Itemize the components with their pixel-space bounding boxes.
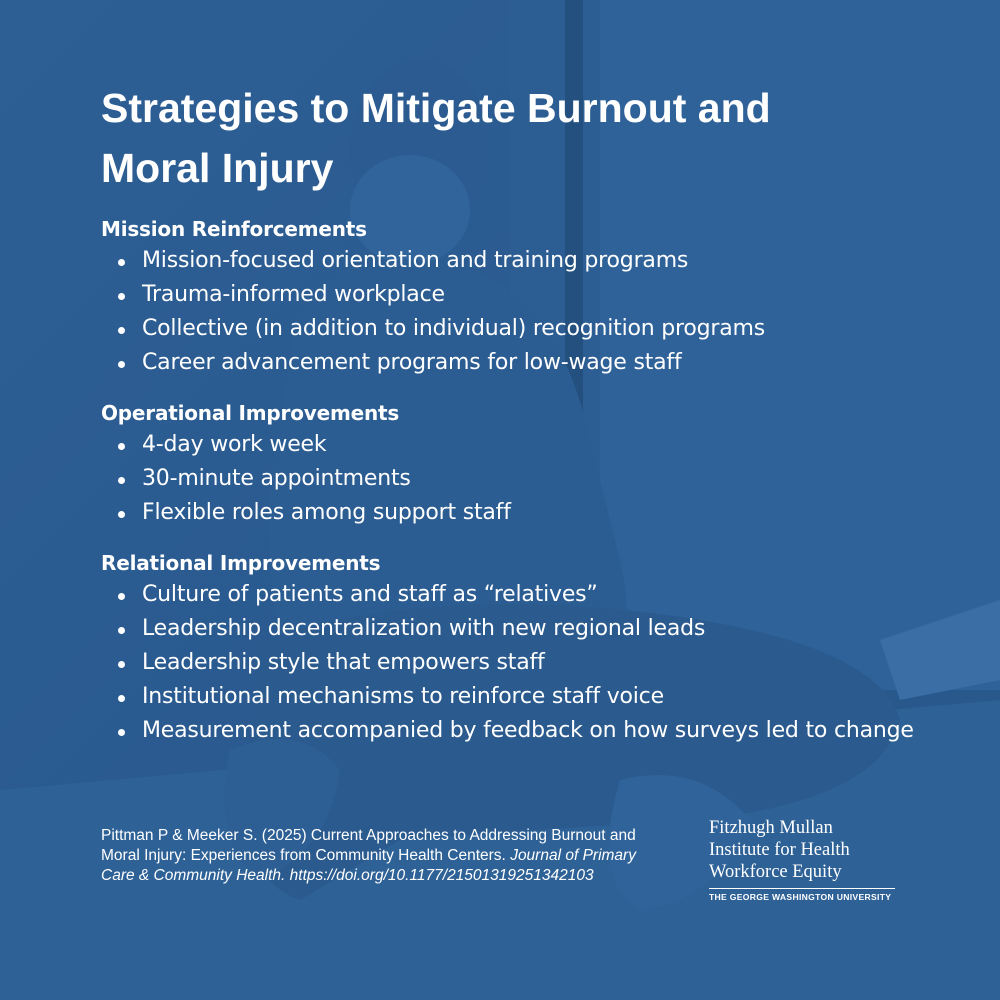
list-item: Leadership decentralization with new regional leads bbox=[101, 612, 921, 646]
list-item: Institutional mechanisms to reinforce staff voice bbox=[101, 680, 921, 714]
list-item: Mission-focused orientation and training programs bbox=[101, 244, 921, 278]
institute-logo bbox=[709, 817, 899, 902]
page-title: Strategies to Mitigate Burnout and Moral Injury bbox=[101, 85, 771, 191]
section-operational bbox=[101, 398, 921, 530]
list-item: Collective (in addition to individual) recognition programs bbox=[101, 312, 921, 346]
list-item: 4-day work week bbox=[101, 428, 921, 462]
bullet-list bbox=[101, 428, 921, 530]
logo-line: Institute for Health bbox=[709, 840, 850, 860]
list-item: 30-minute appointments bbox=[101, 462, 921, 496]
list-item: Measurement accompanied by feedback on how surveys led to change bbox=[101, 714, 921, 748]
bullet-list bbox=[101, 578, 921, 748]
list-item: Flexible roles among support staff bbox=[101, 496, 921, 530]
bullet-list bbox=[101, 244, 921, 380]
list-item: Trauma-informed workplace bbox=[101, 278, 921, 312]
logo-university: THE GEORGE WASHINGTON UNIVERSITY bbox=[709, 892, 892, 902]
list-item: Leadership style that empowers staff bbox=[101, 646, 921, 680]
main-content bbox=[101, 78, 921, 748]
citation-text: Pittman P & Meeker S. (2025) Current Approaches to Addressing Burnout and Moral Injury: Experiences from Community Health Centers. bbox=[101, 827, 636, 864]
section-relational bbox=[101, 548, 921, 748]
logo-divider bbox=[709, 888, 895, 889]
logo-line: Workforce Equity bbox=[709, 862, 842, 882]
citation-doi-link[interactable]: https://doi.org/10.1177/21501319251342103 bbox=[289, 867, 594, 884]
section-heading: Mission Reinforcements bbox=[101, 217, 367, 241]
logo-line: Fitzhugh Mullan bbox=[709, 818, 833, 838]
section-heading: Relational Improvements bbox=[101, 551, 381, 575]
citation bbox=[101, 826, 641, 886]
list-item: Culture of patients and staff as “relatives” bbox=[101, 578, 921, 612]
section-mission bbox=[101, 214, 921, 380]
section-heading: Operational Improvements bbox=[101, 401, 400, 425]
citation-journal: Journal of Primary Care & Community Health. bbox=[101, 847, 636, 884]
list-item: Career advancement programs for low-wage staff bbox=[101, 346, 921, 380]
